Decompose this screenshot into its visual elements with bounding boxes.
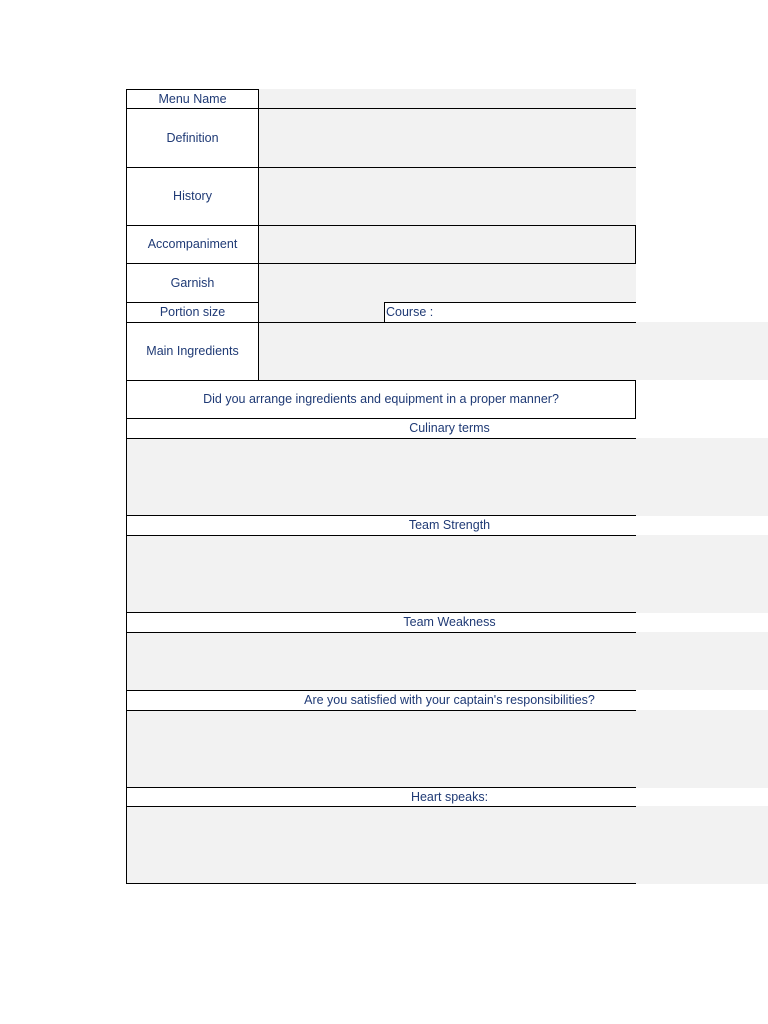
gridline <box>126 438 636 439</box>
gridline <box>258 89 259 380</box>
culinary-terms-heading: Culinary terms <box>409 421 490 435</box>
gridline <box>126 89 259 90</box>
gridline <box>126 418 636 419</box>
course-label: Course : <box>386 305 434 319</box>
gridline <box>126 710 636 711</box>
gridline <box>126 89 127 884</box>
menu-name-label: Menu Name <box>158 91 227 106</box>
definition-field[interactable] <box>259 108 636 167</box>
heart-speaks-heading: Heart speaks: <box>410 789 489 804</box>
gridline <box>635 225 636 263</box>
gridline <box>126 225 636 226</box>
portion-size-field[interactable] <box>259 302 384 322</box>
definition-label: Definition <box>166 130 219 145</box>
main-ingredients-label: Main Ingredients <box>146 344 239 358</box>
portion-size-label: Portion size <box>159 305 226 319</box>
gridline <box>126 108 636 109</box>
menu-name-field[interactable] <box>259 89 636 108</box>
captain-answer-field[interactable] <box>126 710 768 788</box>
captain-question: Are you satisfied with your captain's responsibilities? <box>304 693 595 707</box>
gridline <box>126 302 259 303</box>
gridline <box>126 263 636 264</box>
gridline <box>126 787 636 788</box>
history-label: History <box>173 189 212 203</box>
garnish-label: Garnish <box>170 275 215 290</box>
gridline <box>126 167 636 168</box>
gridline <box>126 806 636 807</box>
gridline <box>384 302 385 322</box>
culinary-terms-field[interactable] <box>126 438 768 516</box>
gridline <box>126 690 636 691</box>
team-strength-heading: Team Strength <box>408 518 491 532</box>
heart-speaks-field[interactable] <box>126 806 768 884</box>
arrange-question: Did you arrange ingredients and equipment in a proper manner? <box>203 392 559 406</box>
gridline <box>126 322 636 323</box>
gridline <box>126 380 636 381</box>
gridline <box>126 883 636 884</box>
team-weakness-heading: Team Weakness <box>403 615 496 629</box>
gridline <box>126 612 636 613</box>
team-strength-field[interactable] <box>126 535 768 613</box>
history-field[interactable] <box>259 167 636 225</box>
gridline <box>126 535 636 536</box>
team-weakness-field[interactable] <box>126 632 768 690</box>
garnish-field[interactable] <box>259 263 636 302</box>
accompaniment-field[interactable] <box>259 225 636 263</box>
gridline <box>635 380 636 418</box>
accompaniment-label: Accompaniment <box>147 237 238 251</box>
main-ingredients-field[interactable] <box>259 322 768 380</box>
gridline <box>126 632 636 633</box>
gridline <box>384 302 636 303</box>
gridline <box>126 515 636 516</box>
